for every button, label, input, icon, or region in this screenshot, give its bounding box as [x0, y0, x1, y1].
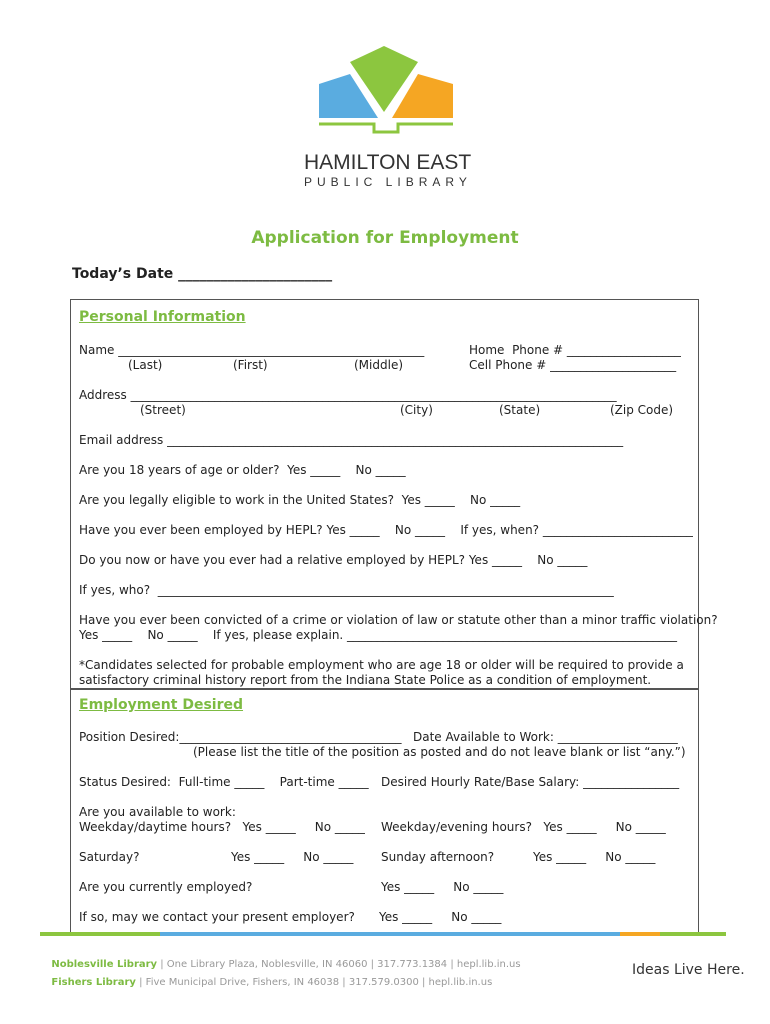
name-sub-first: (First) [233, 358, 268, 372]
sunday-label: Sunday afternoon? [381, 850, 495, 864]
footer-bar-blue [160, 932, 620, 936]
relative-question[interactable]: Do you now or have you ever had a relative employed by HEPL? Yes _____ No _____ [79, 553, 588, 567]
footer-fishers-address: | Five Municipal Drive, Fishers, IN 46038 | 317.579.0300 | hepl.lib.in.us [135, 977, 493, 988]
employment-desired-heading: Employment Desired [79, 697, 244, 713]
relative-who-field[interactable]: If yes, who? ____________________________________________________________________________ [79, 583, 614, 597]
currently-employed-options[interactable]: Yes _____ No _____ [381, 880, 504, 894]
weekday-daytime-field[interactable]: Weekday/daytime hours? Yes _____ No _____ [79, 820, 365, 834]
address-sub-city: (City) [400, 403, 433, 417]
cell-phone-field[interactable]: Cell Phone # _____________________ [469, 358, 677, 372]
footer-noblesville-address: | One Library Plaza, Noblesville, IN 46060 | 317.773.1384 | hepl.lib.in.us [157, 959, 521, 970]
address-field[interactable]: Address _________________________________________________________________________________ [79, 388, 617, 402]
address-sub-street: (Street) [140, 403, 186, 417]
conviction-question: Have you ever been convicted of a crime or violation of law or statute other than a minor traffic violation? [79, 613, 718, 627]
logo-name-line1: HAMILTON EAST [304, 151, 472, 174]
footer-bar-green-end [660, 932, 726, 936]
footer-noblesville-name: Noblesville Library [51, 959, 158, 970]
personal-information-heading: Personal Information [79, 309, 246, 325]
name-sub-middle: (Middle) [354, 358, 404, 372]
footer-bar-green [40, 932, 160, 936]
address-sub-state: (State) [499, 403, 541, 417]
todays-date-field[interactable]: Today’s Date ______________________ [72, 266, 333, 282]
position-desired-field[interactable]: Position Desired:_____________________________________ [79, 730, 402, 744]
weekday-evening-field[interactable]: Weekday/evening hours? Yes _____ No _____ [381, 820, 666, 834]
previous-employment-question[interactable]: Have you ever been employed by HEPL? Yes _____ No _____ If yes, when? _________________________ [79, 523, 693, 537]
status-desired-field[interactable]: Status Desired: Full-time _____ Part-time _____ [79, 775, 369, 789]
home-phone-field[interactable]: Home Phone # ___________________ [469, 343, 681, 357]
background-check-note-2: satisfactory criminal history report from the Indiana State Police as a condition of employment. [79, 673, 652, 687]
contact-employer-label: If so, may we contact your present employer? [79, 910, 355, 924]
sunday-options[interactable]: Yes _____ No _____ [533, 850, 656, 864]
logo-name-line2: PUBLIC LIBRARY [304, 175, 472, 189]
desired-rate-field[interactable]: Desired Hourly Rate/Base Salary: ________________ [381, 775, 680, 789]
age-question[interactable]: Are you 18 years of age or older? Yes _____ No _____ [79, 463, 406, 477]
email-field[interactable]: Email address ____________________________________________________________________________ [79, 433, 624, 447]
name-sub-last: (Last) [128, 358, 163, 372]
footer-fishers-name: Fishers Library [51, 977, 136, 988]
address-sub-zip: (Zip Code) [610, 403, 674, 417]
footer-fishers [45, 966, 492, 988]
contact-employer-options[interactable]: Yes _____ No _____ [379, 910, 502, 924]
library-logo [316, 44, 456, 136]
background-check-note-1: *Candidates selected for probable employment who are age 18 or older will be required to provide a [79, 658, 684, 672]
library-logo-mark [316, 44, 456, 136]
eligibility-question[interactable]: Are you legally eligible to work in the United States? Yes _____ No _____ [79, 493, 521, 507]
name-field[interactable]: Name ___________________________________________________ [79, 343, 425, 357]
footer-tagline: Ideas Live Here. [632, 962, 745, 978]
conviction-answer-field[interactable]: Yes _____ No _____ If yes, please explain. _______________________________________________________ [79, 628, 678, 642]
logo-book-base [319, 124, 453, 132]
currently-employed-label: Are you currently employed? [79, 880, 253, 894]
saturday-options[interactable]: Yes _____ No _____ [231, 850, 354, 864]
footer-bar-orange [620, 932, 660, 936]
saturday-label: Saturday? [79, 850, 140, 864]
page-title: Application for Employment [251, 228, 519, 248]
date-available-field[interactable]: Date Available to Work: ____________________ [413, 730, 678, 744]
availability-label: Are you available to work: [79, 805, 236, 819]
position-note: (Please list the title of the position as posted and do not leave blank or list “any.”) [193, 745, 686, 759]
